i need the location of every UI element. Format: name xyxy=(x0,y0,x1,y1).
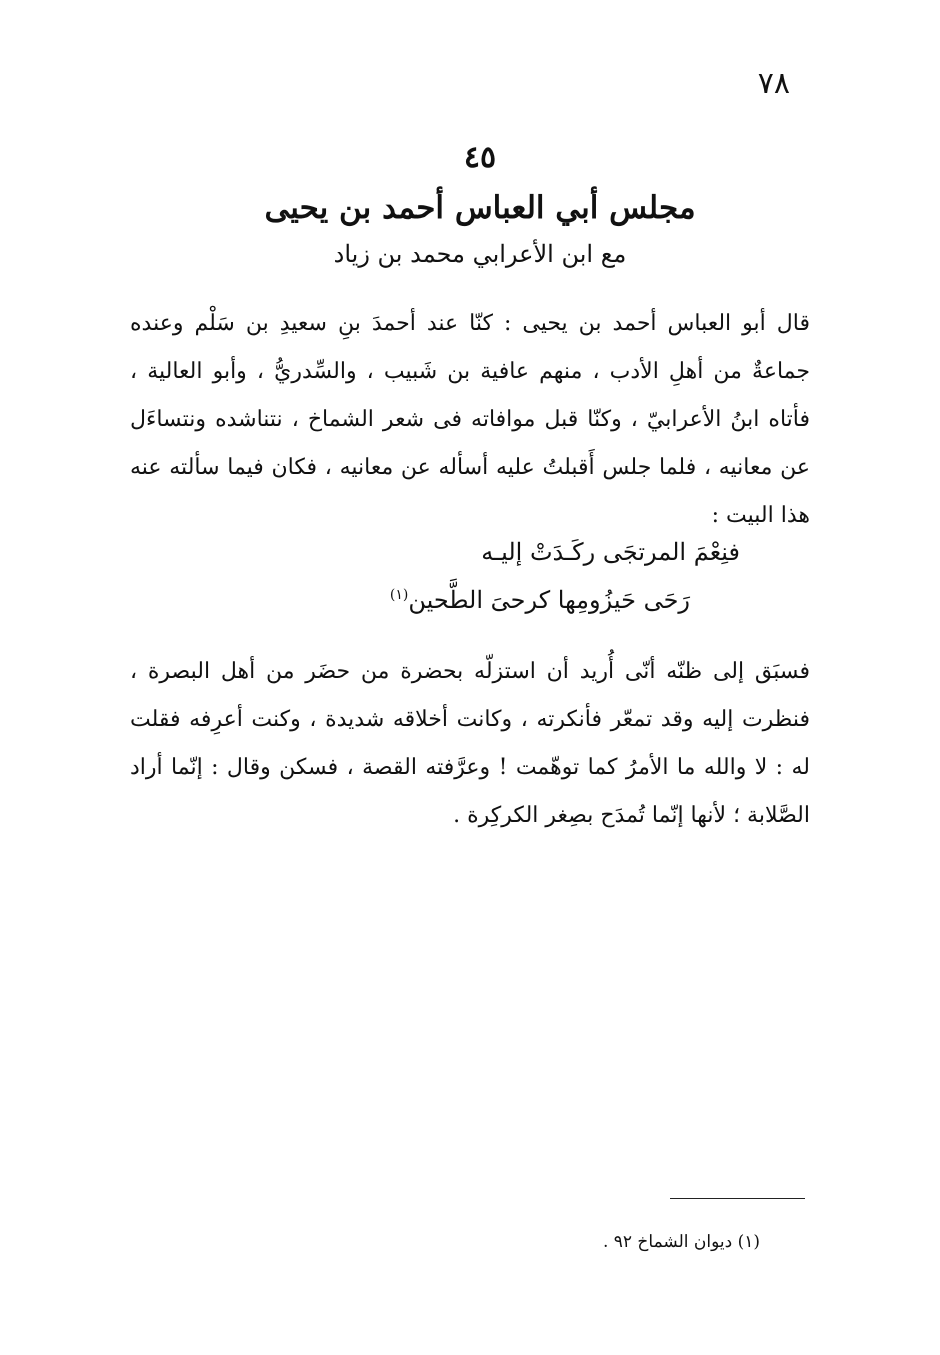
footnote-1: (١) ديوان الشماخ ٩٢ . xyxy=(602,1232,760,1252)
page-number: ٧٨ xyxy=(757,66,790,101)
body-paragraph-2: فسبَق إلى ظنّه أنّى أُريد أن استزلّه بحضرة من حضَر من أهل البصرة ، فنظرت إليه وقد تمعّر فأنكرته ، وكانت أخلاقه شديدة ، وكنت أعرِفه فقلت له : لا والله ما الأمرُ كما توهّمت ! وعرَّفته القصة ، فسكن وقال : إنّما أراد الصَّلابة ؛ لأنها إنّما تُمدَح بصِغر الكركِرة . xyxy=(130,659,810,828)
verse-line-2 xyxy=(390,586,690,614)
body-paragraph-1: قال أبو العباس أحمد بن يحيى : كنّا عند أحمدَ بنِ سعيدِ بن سَلْم وعنده جماعةٌ من أهلِ الأدب ، منهم عافية بن شَبيب ، والسِّدريُّ ، وأبو العالية ، فأتاه ابنُ الأعرابيّ ، وكنّا قبل موافاته فى شعر الشماخ ، نتناشده ونتساءَل عن معانيه ، فلما جلس أَقبلتُ عليه أسأله عن معانيه ، فكان فيما سألته عنه هذا البيت : xyxy=(130,311,810,528)
page-title: مجلس أبي العباس أحمد بن يحيى xyxy=(264,190,696,226)
subtitle: مع ابن الأعرابي محمد بن زياد xyxy=(333,240,627,268)
verse-line-1: فنِعْمَ المرتجَى ركَـدَتْ إليـه xyxy=(481,538,740,566)
verse-line-2-text: رَحَى حَيزُومِها كرحىَ الطَّحين xyxy=(408,586,690,614)
footnote-divider xyxy=(670,1198,805,1199)
section-number: ٤٥ xyxy=(463,140,497,175)
footnote-marker: (١) xyxy=(389,587,409,603)
